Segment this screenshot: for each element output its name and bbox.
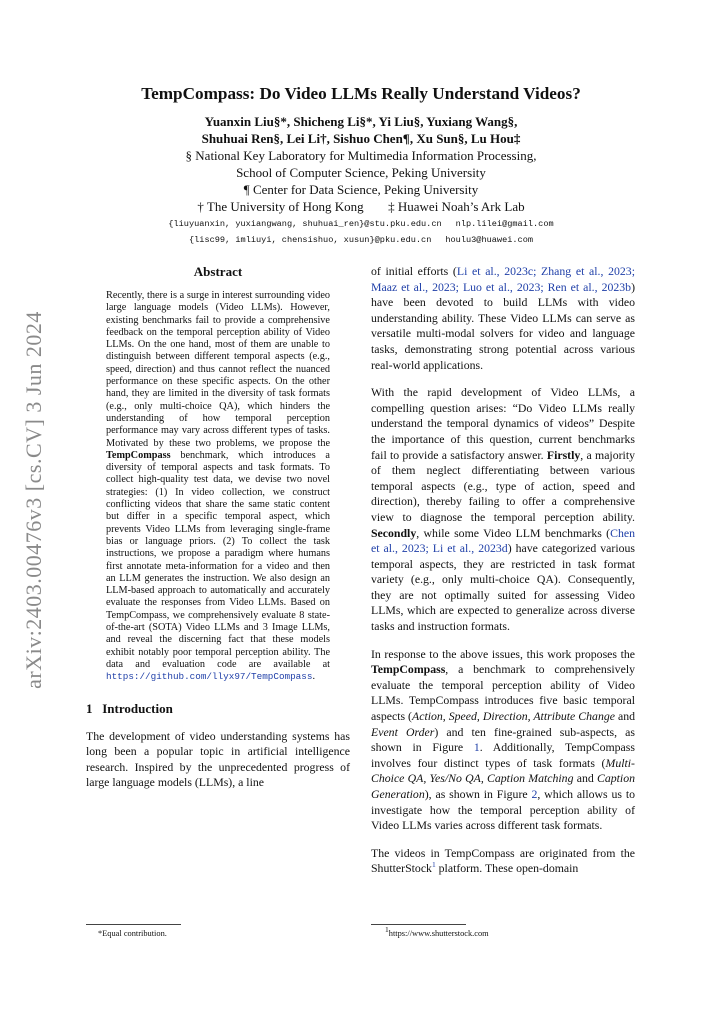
abstract-end: . <box>312 671 315 683</box>
email-pku[interactable]: {lisc99, imliuyi, chensishuo, xusun}@pku.edu.cn <box>188 235 432 245</box>
footnote-equal-contribution: *Equal contribution. <box>98 929 167 938</box>
citations-benchmarks[interactable]: Chen et al., 2023; Li et al., 2023d <box>371 525 635 556</box>
footnote-shutterstock-url[interactable]: https://www.shutterstock.com <box>388 929 489 938</box>
footnote-left <box>86 918 350 939</box>
p2-text-d: ) have categorized various temporal aspects, they are restricted in task format variety (e.g., only multi-choice QA). Consequently, they are not optimally suited for assessing Video LLMs, which are expected to generalize across diverse tasks and instruction formats. <box>371 541 635 634</box>
p3-text-f: , which allows us to investigate how the temporal perception ability of Video LLMs varies across different task formats. <box>371 787 636 833</box>
affiliation-4 <box>86 198 636 215</box>
footnote-1-mark: 1 <box>385 925 389 935</box>
p2-text-b: , a majority of them neglect differentiating between various temporal aspects (e.g., type of action, speed and direction), thereby failing to offer a comprehensive view to diagnose the temporal perception ability. <box>371 447 635 524</box>
affiliation-huawei: ‡ Huawei Noah’s Ark Lab <box>388 199 525 214</box>
intro-paragraph-1 <box>371 264 635 373</box>
right-column <box>371 264 635 889</box>
p3-text-c: ) and ten fine-grained sub-aspects, as shown in Figure <box>371 724 636 755</box>
intro-paragraph-4 <box>371 846 635 877</box>
p1-text-end: ) have been devoted to build LLMs with video understanding ability. These Video LLMs can serve as versatile multi-modal solvers for video and language tasks, demonstrating strong potential across various real-world applications. <box>371 279 635 372</box>
affiliation-hku: † The University of Hong Kong <box>197 199 364 214</box>
p2-text-a: With the rapid development of Video LLMs, a compelling question arises: “Do Video LLMs really understand the temporal dynamics of videos” Despite the importance of this question, current benchmarks fail to provide a satisfactory answer. <box>371 385 635 462</box>
abstract-bold-tempcompass: TempCompass <box>106 449 171 461</box>
email-line-1 <box>86 215 636 233</box>
email-lilei[interactable]: nlp.lilei@gmail.com <box>455 219 554 229</box>
arxiv-identifier: arXiv:2403.00476v3 [cs.CV] 3 Jun 2024 <box>21 311 46 689</box>
p3-and-2: and <box>573 771 597 786</box>
footnote-1-marker[interactable]: 1 <box>431 860 436 870</box>
p3-bold-tempcompass: TempCompass <box>371 662 446 677</box>
p3-caption-generation: Caption Generation <box>371 771 636 801</box>
abstract-text-2: benchmark, which introduces a diversity of temporal aspects and task formats. To collect high-quality test data, we devise two novel strategies: (1) In video collection, we construct conflicting videos that share the same static content but differ in a specific temporal aspect, which prevents Video LLMs from leveraging single-frame bias or language priors. (2) To collect the task instructions, we propose a paradigm where humans first annotate meta-information for a video and then an LLM generates the instruction. We also design an LLM-based approach to automatically and accurately evaluate the responses from Video LLMs. Based on TempCompass, we comprehensively evaluate 8 state-of-the-art (SOTA) Video LLMs and 3 Image LLMs, and reveal the discerning fact that these models exhibit notably poor temporal perception ability. The data and evaluation code are available at <box>106 449 330 670</box>
paper-header <box>86 84 636 247</box>
p1-text: of initial efforts ( <box>371 264 457 278</box>
section-heading-introduction <box>86 701 350 717</box>
p3-aspects: Action, Speed, Direction, Attribute Change <box>412 709 615 724</box>
p3-text-a: In response to the above issues, this work proposes the <box>371 646 635 661</box>
paper-title: TempCompass: Do Video LLMs Really Understand Videos? <box>141 84 581 103</box>
email-line-2 <box>86 233 636 247</box>
figure-1-link[interactable]: 1 <box>473 740 480 755</box>
authors-line-1: Yuanxin Liu§*, Shicheng Li§*, Yi Liu§, Yuxiang Wang§, <box>204 114 518 129</box>
p3-and-1: and <box>614 709 636 724</box>
footnote-rule-left <box>86 924 181 925</box>
p4-text-a: The videos in TempCompass are originated from the ShutterStock <box>371 845 635 876</box>
p2-firstly: Firstly <box>546 447 581 462</box>
abstract-body <box>106 290 330 684</box>
abstract-heading: Abstract <box>193 264 243 279</box>
authors-line-2: Shuhuai Ren§, Lei Li†, Sishuo Chen¶, Xu Sun§, Lu Hou‡ <box>201 131 521 146</box>
affiliation-2: School of Computer Science, Peking University <box>236 165 486 180</box>
arxiv-stamp <box>0 0 60 1019</box>
abstract-text-1: Recently, there is a surge in interest surrounding video large language models (Video LLMs). However, existing benchmarks fail to provide a comprehensive feedback on the temporal perception ability of Video LLMs. On the one hand, most of them are unable to distinguish between different temporal aspects (e.g., speed, direction) and thus cannot reflect the nuanced performance on these specific aspects. On the other hand, they are limited in the diversity of task formats (e.g., only multi-choice QA), which hinders the understanding of how temporal perception performance may vary across different types of tasks. Motivated by these two problems, we propose the <box>106 290 330 449</box>
p3-text-b: , a benchmark to comprehensively evaluate the temporal perception ability of Video LLMs. TempCompass introduces five basic temporal aspects ( <box>371 662 635 724</box>
email-pku-stu[interactable]: {liuyuanxin, yuxiangwang, shuhuai_ren}@stu.pku.edu.cn <box>168 219 442 229</box>
intro-paragraph-2 <box>371 385 635 635</box>
affiliation-1: § National Key Laboratory for Multimedia Information Processing, <box>185 148 537 163</box>
left-column <box>86 264 350 803</box>
affiliation-3: ¶ Center for Data Science, Peking University <box>243 182 479 197</box>
footnote-shutterstock <box>371 925 635 939</box>
p3-task-formats: Multi-Choice QA, Yes/No QA, Caption Matching <box>371 755 635 786</box>
section-title: Introduction <box>102 700 173 716</box>
p2-text-c: , while some Video LLM benchmarks ( <box>416 525 611 540</box>
intro-paragraph-left: The development of video understanding systems has long been a popular topic in artificial intelligence research. Inspired by the unprecedented progress of large language models (LLMs), a line <box>86 728 350 790</box>
github-link[interactable]: https://github.com/llyx97/TempCompass <box>106 671 313 683</box>
intro-paragraph-3 <box>371 647 635 834</box>
figure-2-link[interactable]: 2 <box>531 787 538 801</box>
section-number: 1 <box>86 700 93 716</box>
p2-secondly: Secondly <box>371 525 417 540</box>
citations-video-llms[interactable]: Li et al., 2023c; Zhang et al., 2023; Maaz et al., 2023; Luo et al., 2023; Ren et al., 2023b <box>371 264 635 294</box>
p3-text-e: ), as shown in Figure <box>424 787 532 801</box>
p4-text-b: platform. These open-domain <box>435 861 579 876</box>
p3-event-order: Event Order <box>371 724 435 739</box>
email-houlu[interactable]: houlu3@huawei.com <box>445 235 534 245</box>
footnote-right <box>371 918 635 939</box>
p3-text-d: . Additionally, TempCompass involves four distinct types of task formats ( <box>371 740 635 770</box>
